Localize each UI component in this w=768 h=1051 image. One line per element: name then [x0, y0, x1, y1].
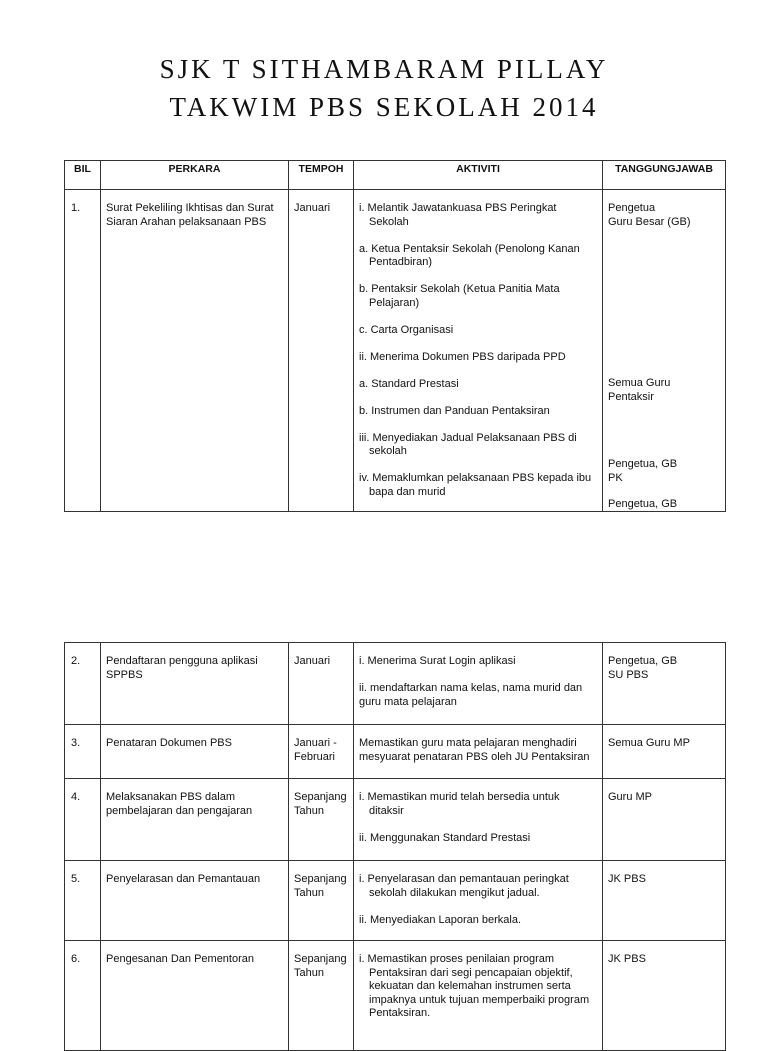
aktiviti-item: b. Instrumen dan Panduan Pentaksiran [359, 404, 550, 417]
table-row [65, 941, 726, 1051]
row-perkara: Pengesanan Dan Pementoran [106, 953, 254, 965]
row-bil: 1. [71, 202, 81, 214]
row-bil: 6. [71, 953, 81, 965]
aktiviti-item: i. Penyelarasan dan pemantauan peringkat sekolah dilakukan mengikut jadual. [359, 873, 569, 899]
table-row [65, 861, 726, 941]
row-tempoh: Sepanjang Tahun [294, 873, 347, 899]
row-aktiviti [354, 725, 602, 770]
row-tanggungjawab: JK PBS [608, 953, 646, 965]
row-aktiviti [354, 861, 602, 933]
row-tanggungjawab: Guru MP [608, 791, 653, 803]
row-tempoh: Januari [294, 655, 331, 667]
row-bil: 2. [71, 655, 81, 667]
tanggungjawab-item: Pengetua, GB [608, 498, 678, 510]
table-row [65, 643, 726, 725]
row-perkara: Pendaftaran pengguna aplikasi SPPBS [106, 655, 258, 681]
row-tempoh: Sepanjang Tahun [294, 791, 347, 817]
row-aktiviti [354, 190, 602, 505]
row-tanggungjawab [603, 190, 725, 510]
table-row [65, 725, 726, 779]
row-tempoh: Sepanjang Tahun [294, 953, 347, 979]
row-aktiviti [354, 643, 602, 715]
row-tanggungjawab: Semua Guru MP [608, 737, 690, 749]
row-tempoh: Januari [294, 202, 331, 214]
row-aktiviti [354, 779, 602, 851]
aktiviti-item: Memastikan guru mata pelajaran menghadiri mesyuarat penataran PBS oleh JU Pentaksiran [359, 737, 590, 763]
row-bil: 5. [71, 873, 81, 885]
tanggungjawab-item: Pengetua Guru Besar (GB) [608, 202, 691, 228]
aktiviti-item: i. Memastikan proses penilaian program Pentaksiran dari segi pencapaian objektif, kekuatan dan kelemahan instrumen serta impaknya untuk tujuan memperbaiki program Pentaksiran. [359, 953, 590, 1019]
row-perkara: Surat Pekeliling Ikhtisas dan Surat Siaran Arahan pelaksanaan PBS [106, 202, 274, 228]
schedule-table-part-2 [64, 642, 726, 1051]
aktiviti-item: c. Carta Organisasi [359, 323, 454, 336]
row-aktiviti [354, 941, 602, 1027]
document-subtitle: TAKWIM PBS SEKOLAH 2014 [169, 92, 599, 122]
aktiviti-item: ii. Menyediakan Laporan berkala. [359, 913, 522, 926]
header-tempoh: TEMPOH [289, 161, 354, 190]
row-perkara: Melaksanakan PBS dalam pembelajaran dan pengajaran [106, 791, 253, 817]
tanggungjawab-item: Pengetua, GB PK [608, 458, 678, 484]
aktiviti-item: ii. Menggunakan Standard Prestasi [359, 831, 531, 844]
row-perkara: Penyelarasan dan Pemantauan [106, 873, 261, 885]
row-tanggungjawab: Pengetua, GB SU PBS [608, 655, 678, 681]
table-row [65, 779, 726, 861]
aktiviti-item: ii. mendaftarkan nama kelas, nama murid dan guru mata pelajaran [359, 682, 583, 708]
row-perkara: Penataran Dokumen PBS [106, 737, 232, 749]
row-tempoh: Januari - Februari [294, 737, 337, 763]
aktiviti-item: a. Ketua Pentaksir Sekolah (Penolong Kanan Pentadbiran) [359, 242, 580, 268]
header-perkara: PERKARA [101, 161, 289, 190]
aktiviti-item: iii. Menyediakan Jadual Pelaksanaan PBS di sekolah [359, 431, 577, 457]
row-bil: 4. [71, 791, 81, 803]
document-title: SJK T SITHAMBARAM PILLAY [159, 54, 609, 84]
aktiviti-item: i. Memastikan murid telah bersedia untuk ditaksir [359, 791, 560, 817]
table-row [65, 190, 726, 512]
table-header-row [65, 161, 726, 190]
tanggungjawab-item: Semua Guru Pentaksir [608, 377, 671, 403]
aktiviti-item: a. Standard Prestasi [359, 377, 459, 390]
schedule-table-part-1 [64, 160, 726, 512]
aktiviti-item: i. Menerima Surat Login aplikasi [359, 655, 516, 667]
header-aktiviti: AKTIVITI [354, 161, 603, 190]
aktiviti-item: b. Pentaksir Sekolah (Ketua Panitia Mata Pelajaran) [359, 283, 560, 309]
aktiviti-item: i. Melantik Jawatankuasa PBS Peringkat Sekolah [359, 202, 557, 228]
aktiviti-item: ii. Menerima Dokumen PBS daripada PPD [359, 350, 566, 363]
aktiviti-item: iv. Memaklumkan pelaksanaan PBS kepada ibu bapa dan murid [359, 472, 592, 498]
row-tanggungjawab: JK PBS [608, 873, 646, 885]
header-bil: BIL [65, 161, 101, 190]
row-bil: 3. [71, 737, 81, 749]
header-tanggungjawab: TANGGUNGJAWAB [603, 161, 726, 190]
